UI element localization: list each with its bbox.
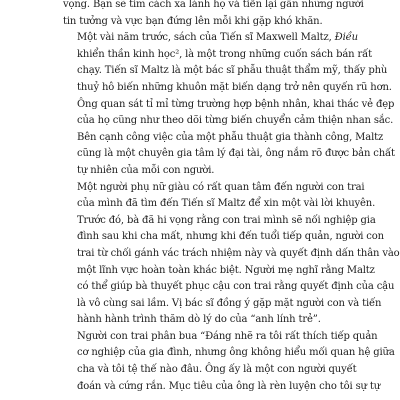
paragraph-2	[63, 180, 400, 329]
text-line: Ông quan sát tỉ mỉ từng trường hợp bệnh nhân, khai thác vẻ đẹp	[77, 98, 395, 110]
text-line: chạy. Tiến sĩ Maltz là một bác sĩ phẫu thuật thẩm mỹ, thấy phù	[77, 65, 388, 77]
text-line: cha và tôi tệ thế nào đâu. Ông ấy là một con người quyết	[77, 364, 357, 376]
text-line: tự nhiên của mỗi con người.	[77, 164, 215, 176]
text-line: đình sau khi cha mất, nhưng khi đến tuổi tiếp quản, người con	[77, 231, 384, 243]
text-segment: Một vài năm trước, sách của Tiến sĩ Maxwell Maltz,	[77, 32, 335, 44]
text-line: tin tưởng và vực bạn đứng lên mỗi khi gặp khó khăn.	[63, 15, 323, 27]
text-line: của mình đã tìm đến Tiến sĩ Maltz để xin một vài lời khuyên.	[77, 198, 376, 210]
text-line: Trước đó, bà đã hi vọng rằng con trai mình sẽ nối nghiệp gia	[77, 214, 376, 226]
text-line: Một người phụ nữ giàu có rất quan tâm đến người con trai	[77, 181, 365, 193]
paragraph-1	[63, 30, 395, 179]
paragraph-3	[63, 329, 395, 395]
text-line: của họ cũng như theo dõi từng biến chuyển cảm thiện nhan sắc.	[77, 115, 394, 127]
text-line: khiển thần kinh học², là một trong những cuốn sách bán rất	[77, 48, 372, 60]
text-line: là vô cùng sai lầm. Vị bác sĩ đồng ý gặp mặt người con và tiến	[77, 297, 382, 309]
text-line: có thể giúp bà thuyết phục cậu con trai rằng quyết định của cậu	[77, 281, 395, 293]
text-line: một lĩnh vực hoàn toàn khác biệt. Người mẹ nghĩ rằng Maltz	[77, 264, 375, 276]
text-line: đoán và cứng rắn. Mục tiêu của ông là rèn luyện cho tôi sự tự	[77, 380, 381, 392]
text-line: vọng. Bạn sẽ tìm cách xa lánh họ và tiến lại gần những người	[63, 0, 364, 10]
text-line: cũng là một chuyên gia tâm lý đại tài, ông nắm rõ được bản chất	[77, 148, 395, 160]
paragraph-0	[63, 0, 364, 30]
text-line: cơ nghiệp của gia đình, nhưng ông không hiểu mối quan hệ giữa	[77, 347, 395, 359]
text-line: Bên cạnh công việc của một phẫu thuật gia thành công, Maltz	[77, 131, 384, 143]
text-line: Người con trai phân bua “Đáng nhẽ ra tôi rất thích tiếp quản	[77, 330, 378, 342]
book-title-italic: Điều	[334, 32, 358, 44]
text-line: hành hành trình thăm dò lý do của “anh lính trẻ”.	[77, 314, 321, 326]
page-text-column	[63, 0, 400, 395]
text-line	[63, 30, 358, 47]
text-line: thuỷ hô biến những khuôn mặt biến dạng trở nên quyến rũ hơn.	[77, 81, 392, 93]
text-line: trai từ chối gánh vác trách nhiệm này và quyết định dấn thân vào	[77, 247, 400, 259]
